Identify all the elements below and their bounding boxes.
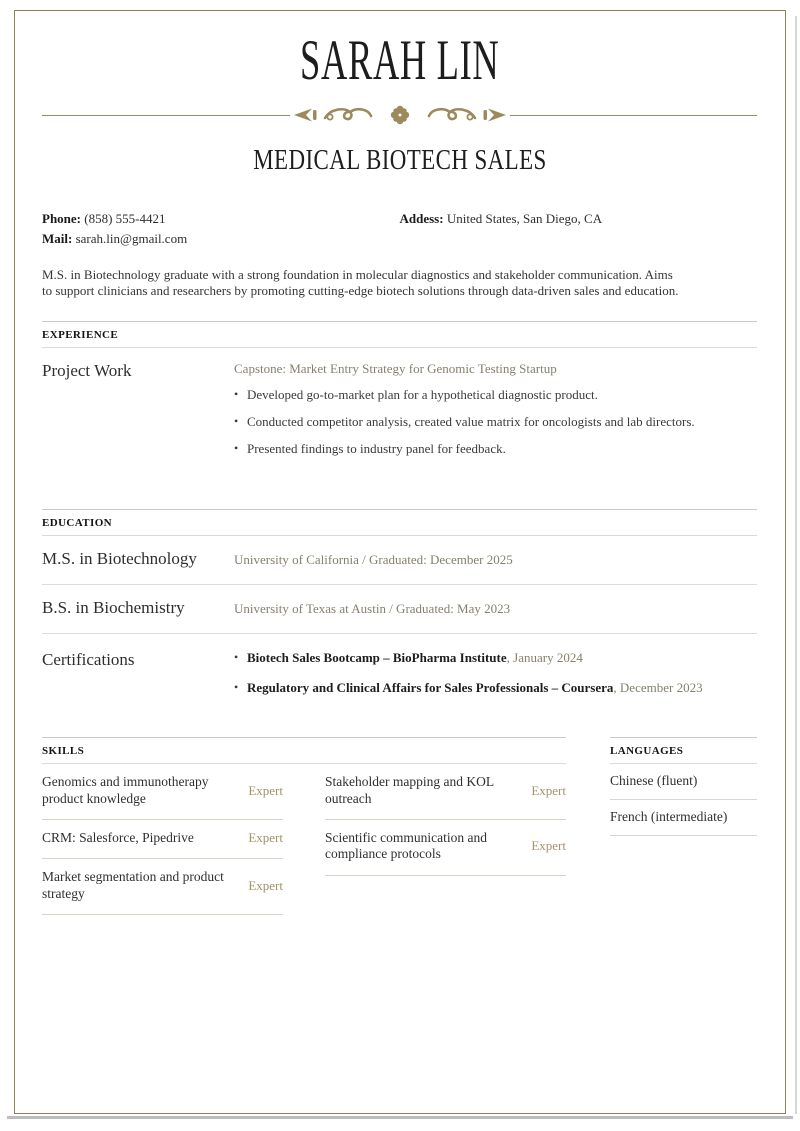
divider-rule-right [510, 115, 758, 116]
experience-heading: EXPERIENCE [42, 321, 757, 348]
experience-entry-subtitle: Capstone: Market Entry Strategy for Genomic Testing Startup [234, 360, 557, 376]
education-entry-title: B.S. in Biochemistry [42, 597, 185, 617]
education-entry-details: University of California / Graduated: December 2025 [234, 551, 513, 567]
mail-value: sarah.lin@gmail.com [72, 230, 188, 246]
education-entry-title: M.S. in Biotechnology [42, 548, 197, 568]
education-entry [42, 585, 757, 634]
skill-item [325, 764, 566, 820]
mail-row [42, 229, 400, 249]
certification-name: Biotech Sales Bootcamp – BioPharma Institute [247, 650, 507, 666]
job-title-text: MEDICAL BIOTECH SALES [252, 145, 547, 176]
header-divider [42, 103, 757, 127]
contact-section [42, 209, 757, 248]
skills-column-2 [325, 764, 566, 876]
skill-level: Expert [531, 782, 566, 798]
mail-label: Mail: [42, 230, 73, 246]
skill-name: CRM: Salesforce, Pipedrive [42, 830, 194, 846]
phone-value: (858) 555-4421 [81, 211, 166, 226]
education-entry-details: University of Texas at Austin / Graduated: May 2023 [234, 600, 511, 616]
floral-divider-ornament-icon [292, 103, 508, 127]
page-title [42, 29, 757, 92]
job-title [42, 147, 757, 175]
address-row [400, 209, 758, 229]
address-label: Addess: [399, 211, 444, 226]
education-heading: EDUCATION [42, 509, 757, 536]
languages-section [610, 737, 757, 915]
certification-item [234, 650, 757, 667]
skill-name: Stakeholder mapping and KOL outreach [325, 774, 494, 806]
contact-left-column [42, 209, 400, 248]
skills-column-1 [42, 764, 283, 915]
skill-name: Genomics and immunotherapy product knowledge [42, 774, 209, 806]
experience-bullet: • Conducted competitor analysis, created value matrix for oncologists and lab directors. [234, 414, 757, 431]
experience-bullet: • Presented findings to industry panel for feedback. [234, 441, 757, 458]
skill-level: Expert [248, 830, 283, 846]
skill-level: Expert [248, 782, 283, 798]
bottom-section [42, 737, 757, 915]
certification-date: , December 2023 [613, 680, 703, 696]
language-item: Chinese (fluent) [610, 764, 757, 800]
skill-level: Expert [248, 877, 283, 893]
skill-name: Market segmentation and product strategy [42, 869, 224, 901]
skill-item [42, 820, 283, 859]
skills-heading: SKILLS [42, 737, 566, 764]
certification-item [234, 680, 757, 697]
phone-row [42, 209, 400, 229]
resume-content [42, 29, 757, 915]
experience-entry-body [234, 361, 757, 458]
certification-list [234, 650, 757, 697]
certifications-title: Certifications [42, 650, 135, 670]
experience-bullet-list [234, 387, 757, 458]
languages-heading: LANGUAGES [610, 737, 757, 764]
skill-name: Scientific communication and compliance protocols [325, 830, 487, 862]
experience-bullet: • Developed go-to-market plan for a hypothetical diagnostic product. [234, 387, 757, 404]
experience-entry [42, 348, 757, 487]
phone-label: Phone: [42, 211, 81, 226]
profile-summary: M.S. in Biotechnology graduate with a strong foundation in molecular diagnostics and stakeholder communication. Aims to support clinicians and researchers by promoting cutting-edge biotech solutions through data-driven sales and education. [42, 267, 679, 298]
certifications-entry [42, 634, 757, 710]
experience-entry-title: Project Work [42, 360, 132, 380]
skills-section [42, 737, 566, 915]
skills-columns [42, 764, 566, 915]
certification-name: Regulatory and Clinical Affairs for Sales Professionals – Coursera [247, 680, 614, 696]
certifications-body [234, 650, 757, 710]
divider-rule-left [42, 115, 290, 116]
certification-date: , January 2024 [506, 650, 583, 666]
candidate-name: SARAH LIN [299, 29, 500, 92]
skill-level: Expert [531, 838, 566, 854]
education-entry [42, 536, 757, 585]
page-edge-shadow-right [795, 16, 797, 1114]
address-value: United States, San Diego, CA [443, 211, 603, 226]
skill-item [42, 859, 283, 915]
page-edge-shadow-bottom [7, 1116, 793, 1119]
skill-item [42, 764, 283, 820]
language-item: French (intermediate) [610, 800, 757, 836]
skill-item [325, 820, 566, 876]
contact-right-column [400, 209, 758, 248]
